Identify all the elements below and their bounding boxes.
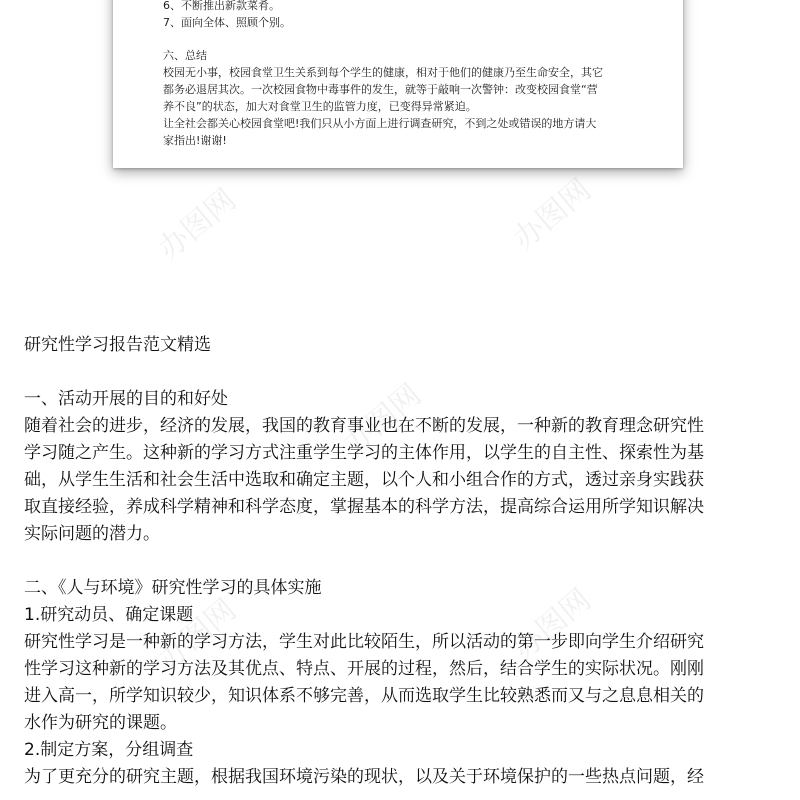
document-preview-card: [113, 0, 683, 168]
watermark: 办图网: [151, 592, 243, 678]
paragraph-line: 进入高一，所学知识较少，知识体系不够完善，从而选取学生比较熟悉而又与之息息相关的: [24, 686, 704, 706]
article-title: 研究性学习报告范文精选: [24, 335, 211, 355]
paragraph-line: 水作为研究的课题。: [24, 713, 177, 733]
subsection-heading: 1.研究动员、确定课题: [24, 605, 194, 625]
paragraph-line: 础，从学生生活和社会生活中选取和确定主题，以个人和小组合作的方式，透过亲身实践获: [24, 470, 704, 490]
watermark: 办图网: [336, 377, 428, 463]
watermark: 办图网: [506, 172, 598, 258]
preview-section-heading: 六、总结: [163, 49, 207, 62]
preview-line: 都务必退居其次。一次校园食物中毒事件的发生，就等于敲响一次警钟：改变校园食堂“营: [163, 83, 598, 96]
paragraph-line: 实际问题的潜力。: [24, 524, 160, 544]
paragraph-line: 性学习这种新的学习方法及其优点、特点、开展的过程，然后，结合学生的实际状况。刚刚: [24, 659, 704, 679]
paragraph-line: 随着社会的进步，经济的发展，我国的教育事业也在不断的发展，一种新的教育理念研究性: [24, 416, 704, 436]
watermark: 办图网: [506, 582, 598, 668]
preview-line: 家指出!谢谢!: [163, 134, 227, 147]
paragraph-line: 取直接经验，养成科学精神和科学态度，掌握基本的科学方法，提高综合运用所学知识解决: [24, 497, 704, 517]
spacer: [24, 359, 784, 386]
paragraph-line: 学习随之产生。这种新的学习方式注重学生学习的主体作用，以学生的自主性、探索性为基: [24, 443, 704, 463]
preview-line: 养不良”的状态，加大对食堂卫生的监管力度，已变得异常紧迫。: [163, 100, 477, 113]
section-heading: 一、活动开展的目的和好处: [24, 389, 228, 409]
preview-line: 6、不断推出新款菜肴。: [163, 0, 280, 12]
subsection-heading: 2.制定方案，分组调查: [24, 740, 194, 760]
article-body: [24, 332, 784, 791]
section-heading: 二、《人与环境》研究性学习的具体实施: [24, 578, 322, 598]
paragraph-line: 研究性学习是一种新的学习方法，学生对此比较陌生，所以活动的第一步即向学生介绍研究: [24, 632, 704, 652]
preview-spacer: [163, 31, 683, 47]
preview-line: 7、面向全体、照顾个别。: [163, 16, 291, 29]
paragraph-line: 为了更充分的研究主题，根据我国环境污染的现状，以及关于环境保护的一些热点问题，经: [24, 767, 704, 787]
preview-line: 让全社会都关心校园食堂吧!我们只从小方面上进行调查研究，不到之处或错误的地方请大: [163, 117, 597, 130]
spacer: [24, 548, 784, 575]
preview-line: 校园无小事，校园食堂卫生关系到每个学生的健康，相对于他们的健康乃至生命安全，其它: [163, 66, 603, 79]
watermark: 办图网: [151, 182, 243, 268]
